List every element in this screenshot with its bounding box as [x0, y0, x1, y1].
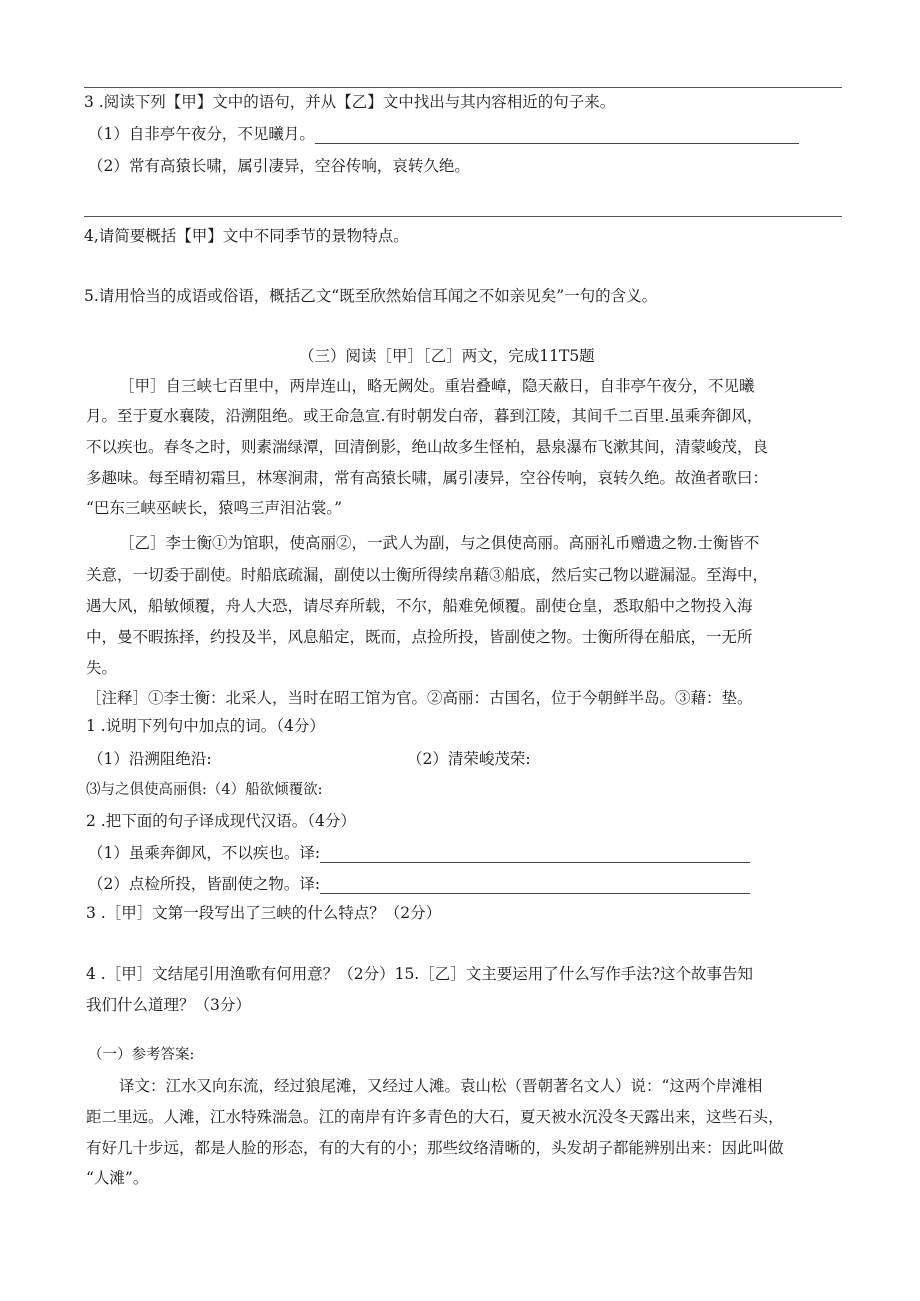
answer-line: 距二里远。人滩，江水特殊湍急。江的南岸有许多青色的大石，夏天被水沉没冬天露出来，这些石头，	[86, 1108, 784, 1126]
annotation-note: ［注释］①李士衡：北采人，当时在昭工馆为官。②高丽：古国名，位于今朝鲜半岛。③藉：垫。	[86, 689, 753, 707]
sq4-line: 我们什么道理？（3分）	[86, 996, 251, 1014]
sq1-a: （1）沿溯阻绝沿:	[88, 750, 212, 768]
answer-line: 译文：江水又向东流，经过狼尾滩，又经过人滩。袁山松（晋朝著名文人）说：“这两个岸滩相	[119, 1077, 763, 1095]
sq3: 3 .［甲］文第一段写出了三峡的什么特点？（2分）	[86, 904, 442, 922]
answer-blank[interactable]	[315, 127, 799, 144]
answer-rule	[84, 216, 842, 217]
answers-title: （一）参考答案:	[88, 1047, 195, 1063]
sq1-b: （2）清荣峻茂荣:	[407, 750, 531, 768]
sq4-line: 4 .［甲］文结尾引用渔歌有何用意？（2分）15.［乙］文主要运用了什么写作手法?这个故事告知	[86, 965, 754, 983]
passage-line: 失。	[86, 659, 118, 677]
passage-line: ［乙］李士衡①为馆职，使高丽②，一武人为副，与之俱使高丽。高丽礼币赠遗之物.士衡皆不	[119, 534, 760, 552]
sq2-a	[88, 843, 750, 863]
passage-line: ［甲］自三峡七百里中，两岸连山，略无阙处。重岩叠嶂，隐天蔽日，自非亭午夜分，不见曦	[119, 377, 755, 395]
answer-line: “人滩”。	[86, 1169, 149, 1187]
sq2-a-text: （1）虽乘奔御风，不以疾也。译:	[88, 844, 321, 862]
passage-line: “巴东三峡巫峡长，猿鸣三声泪沾裳。”	[86, 499, 343, 517]
q4: 4,请简要概括【甲】文中不同季节的景物特点。	[84, 227, 409, 245]
answer-line: 有好几十步远，都是人脸的形态，有的大有的小；那些纹络清晰的，头发胡子都能辨别出来：因此叫做	[86, 1139, 784, 1157]
q3-item-1-text: （1）自非亭午夜分，不见曦月。	[88, 125, 315, 143]
sq1-cd: ⑶与之俱使高丽俱:（4）船欲倾覆欲:	[86, 782, 323, 798]
q3-item-1	[88, 124, 799, 144]
sq1-heading: 1 .说明下列句中加点的词。（4分）	[86, 717, 325, 735]
passage-line: 不以疾也。春冬之时，则素湍绿潭，回清倒影，绝山故多生怪柏，悬泉瀑布飞漱其间，清蒙峻茂，良	[86, 438, 769, 456]
top-rule	[84, 87, 842, 88]
q3-item-2: （2）常有高猿长啸，属引凄异，空谷传响，哀转久绝。	[88, 157, 470, 175]
passage-line: 多趣味。每至晴初霜旦，林寒涧肃，常有高猿长啸，属引凄异，空谷传响，哀转久绝。故渔者歌曰：	[86, 469, 769, 487]
sq2-b	[88, 874, 750, 894]
answer-blank[interactable]	[320, 846, 750, 863]
answer-blank[interactable]	[320, 877, 750, 894]
section3-title: （三）阅读［甲］［乙］两文，完成11T5题	[299, 347, 595, 365]
q3-heading: 3 .阅读下列【甲】文中的语句，并从【乙】文中找出与其内容相近的句子来。	[84, 93, 616, 111]
sq2-heading: 2 .把下面的句子译成现代汉语。（4分）	[86, 812, 356, 830]
passage-line: 遇大风，船敏倾覆，舟人大恐，请尽弃所载，不尔，船难免倾覆。副使仓皇，悉取船中之物投入海	[86, 597, 753, 615]
sq2-b-text: （2）点检所投，皆副使之物。译:	[88, 875, 321, 893]
passage-line: 月。至于夏水襄陵，沿溯阻绝。或王命急宣.有时朝发白帝，暮到江陵，其间千二百里.虽乘奔御风，	[86, 407, 763, 425]
passage-line: 中，曼不暇拣择，约投及半，风息船定，既而，点捡所投，皆副使之物。士衡所得在船底，一无所	[86, 628, 753, 646]
q5: 5.请用恰当的成语或俗语，概括乙文“既至欣然始信耳闻之不如亲见矣”一句的含义。	[84, 287, 658, 305]
passage-line: 关意，一切委于副使。时船底疏漏，副使以士衡所得续帛藉③船底，然后实己物以避漏湿。至海中，	[86, 566, 769, 584]
